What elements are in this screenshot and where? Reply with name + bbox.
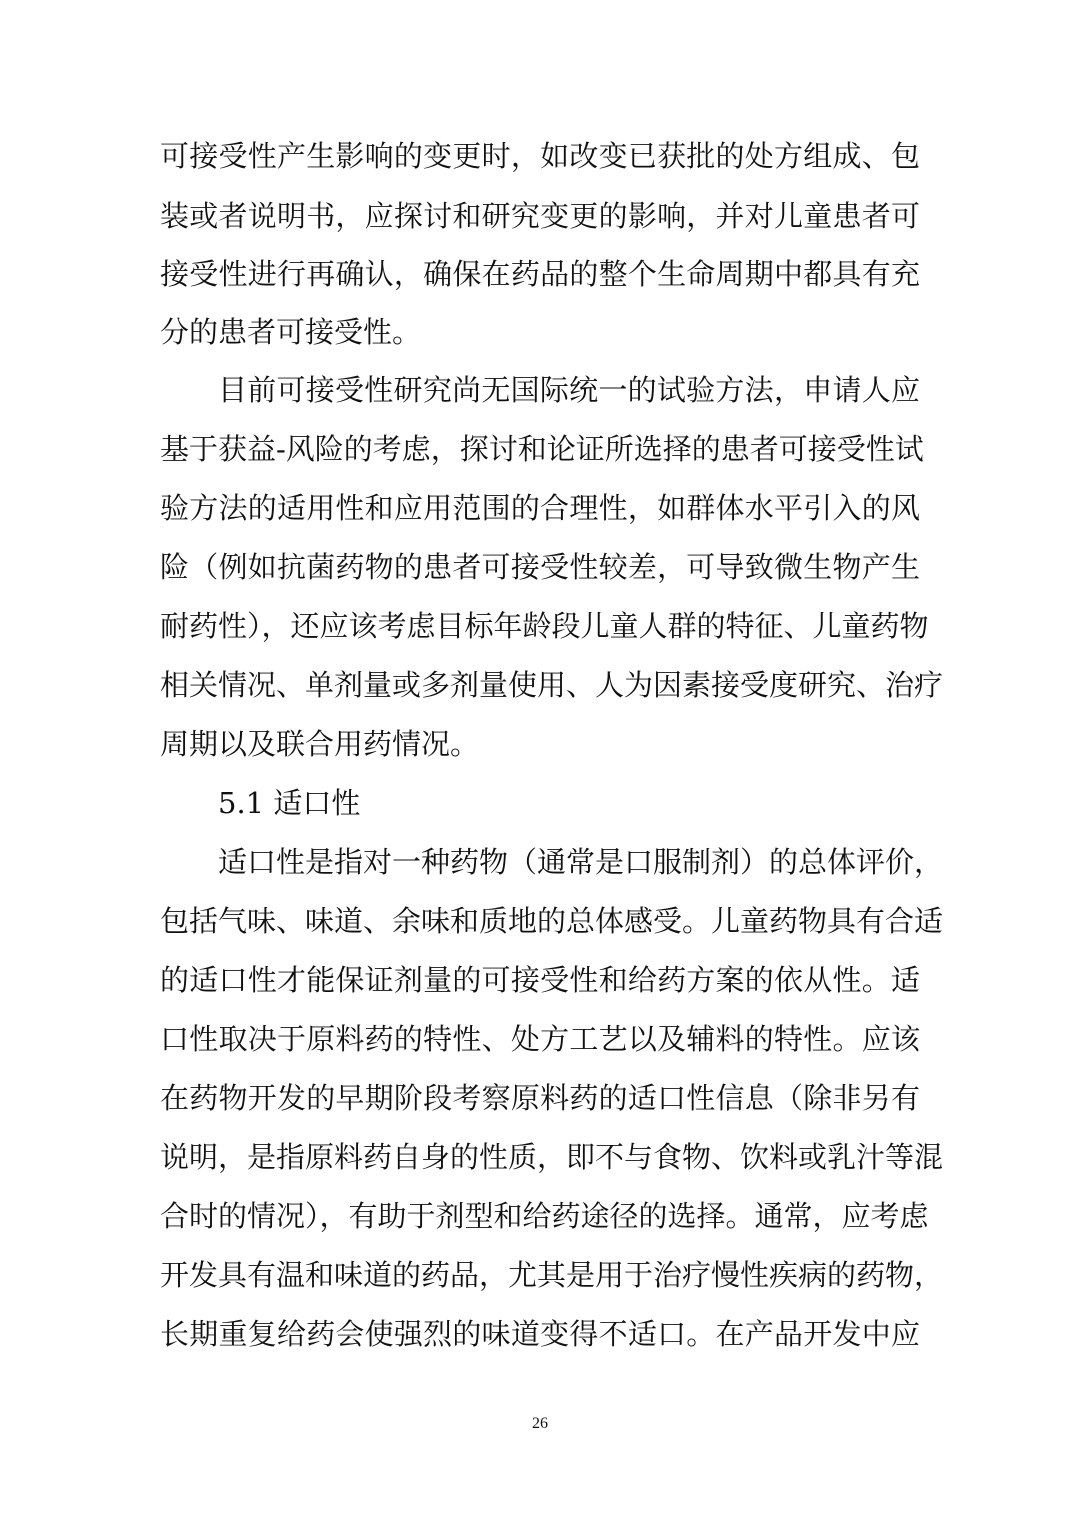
paragraph-line: 在药物开发的早期阶段考察原料药的适口性信息（除非另有 [160,1081,920,1115]
paragraph-line: 装或者说明书，应探讨和研究变更的影响，并对儿童患者可 [160,199,920,233]
paragraph-line: 相关情况、单剂量或多剂量使用、人为因素接受度研究、治疗 [160,668,944,702]
paragraph-line: 接受性进行再确认，确保在药品的整个生命周期中都具有充 [160,257,920,291]
paragraph-line: 适口性是指对一种药物（通常是口服制剂）的总体评价， [218,845,944,879]
paragraph-line: 长期重复给药会使强烈的味道变得不适口。在产品开发中应 [160,1317,920,1351]
paragraph-line: 可接受性产生影响的变更时，如改变已获批的处方组成、包 [160,139,920,173]
paragraph-line: 验方法的适用性和应用范围的合理性，如群体水平引入的风 [160,491,920,525]
paragraph-line: 分的患者可接受性。 [160,315,422,349]
paragraph-line: 基于获益-风险的考虑，探讨和论证所选择的患者可接受性试 [160,432,924,466]
paragraph-line: 包括气味、味道、余味和质地的总体感受。儿童药物具有合适 [160,904,944,938]
paragraph-line: 耐药性），还应该考虑目标年龄段儿童人群的特征、儿童药物 [160,609,929,643]
paragraph-line: 周期以及联合用药情况。 [160,727,480,761]
paragraph-line: 开发具有温和味道的药品，尤其是用于治疗慢性疾病的药物， [160,1258,944,1292]
page-number: 26 [532,1415,548,1432]
paragraph-line: 的适口性才能保证剂量的可接受性和给药方案的依从性。适 [160,963,920,997]
paragraph-line: 口性取决于原料药的特性、处方工艺以及辅料的特性。应该 [160,1022,920,1056]
section-heading: 5.1 适口性 [218,786,361,820]
paragraph-line: 目前可接受性研究尚无国际统一的试验方法，申请人应 [218,373,920,407]
paragraph-line: 说明，是指原料药自身的性质，即不与食物、饮料或乳汁等混 [160,1140,944,1174]
paragraph-line: 险（例如抗菌药物的患者可接受性较差，可导致微生物产生 [160,550,920,584]
paragraph-line: 合时的情况），有助于剂型和给药途径的选择。通常，应考虑 [160,1199,929,1233]
